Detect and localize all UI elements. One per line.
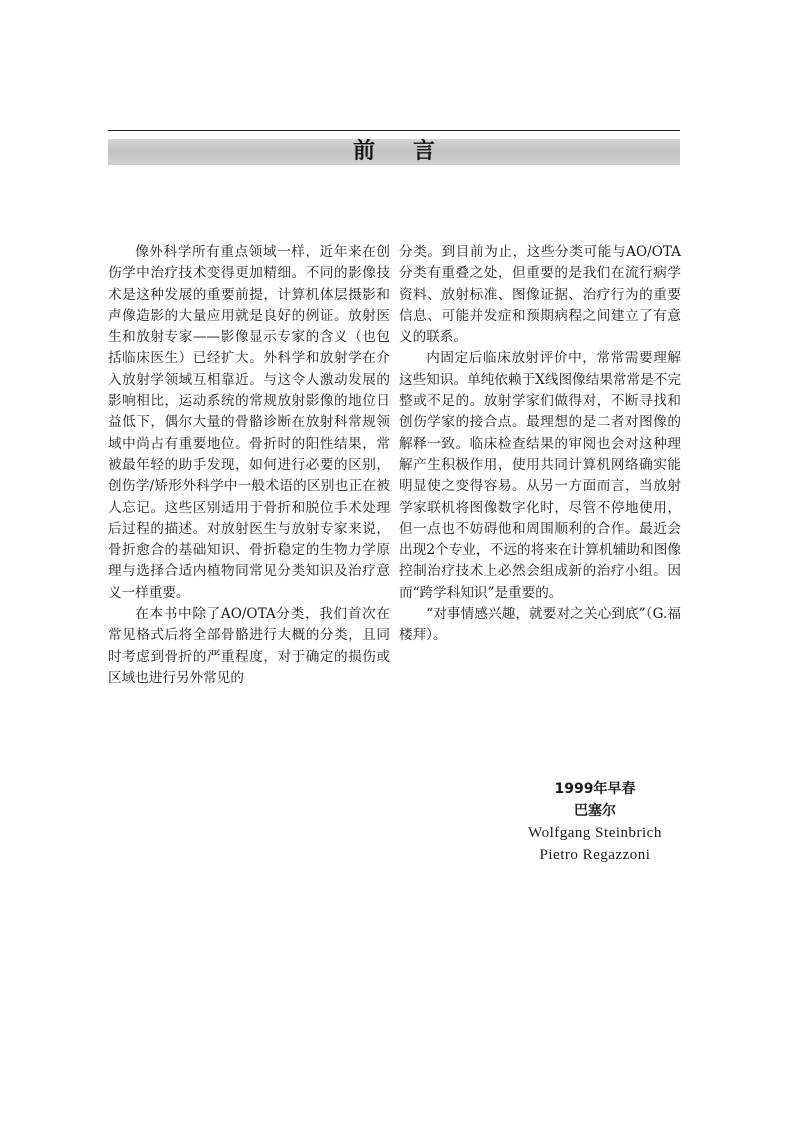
right-paragraph-2: 内固定后临床放射评价中，常常需要理解这些知识。单纯依赖于X线图像结果常常是不完整或不足的。放射学家们做得对，不断寻找和创伤学家的接合点。最理想的是二者对图像的解释一致。临床检查结果的审阅也会对这种理解产生积极作用，使用共同计算机网络确实能明显使之变得容易。从另一方面而言，当放射学家联机将图像数字化时，尽管不停地使用，但一点也不妨碍他和周围顺利的合作。最近会出现2个专业，不远的将来在计算机辅助和图像控制治疗技术上必然会组成新的治疗小组。因而“跨学科知识”是重要的。	[399, 350, 681, 601]
left-paragraph-2: 在本书中除了AO/OTA分类，我们首次在常见格式后将全部骨骼进行大概的分类，且同时考虑到骨折的严重程度，对于确定的损伤或区域也进行另外常见的	[108, 606, 390, 686]
signature-place: 巴塞尔	[574, 803, 616, 819]
left-column	[108, 242, 390, 689]
right-column	[399, 242, 681, 647]
author-name-1: Wolfgang Steinbrich	[528, 825, 662, 841]
right-paragraph-1: 分类。到目前为止，这些分类可能与AO/OTA分类有重叠之处，但重要的是我们在流行病学资料、放射标准、图像证据、治疗行为的重要信息、可能并发症和预期病程之间建立了有意义的联系。	[399, 244, 681, 346]
signature-block	[500, 778, 690, 866]
author-name-2: Pietro Regazzoni	[539, 847, 651, 863]
left-paragraph-1: 像外科学所有重点领域一样，近年来在创伤学中治疗技术变得更加精细。不同的影像技术是这种发展的重要前提，计算机体层摄影和声像造影的大量应用就是良好的例证。放射医生和放射专家——影像显示专家的含义（也包括临床医生）已经扩大。外科学和放射学在介入放射学领域互相靠近。与这令人激动发展的影响相比，运动系统的常规放射影像的地位日益低下，偶尔大量的骨骼诊断在放射科常规领域中尚占有重要地位。骨折时的阳性结果，常被最年轻的助手发现，如何进行必要的区别，创伤学/矫形外科学中一般术语的区别也正在被人忘记。这些区别适用于骨折和脱位手术处理后过程的描述。对放射医生与放射专家来说，骨折愈合的基础知识、骨折稳定的生物力学原理与选择合适内植物同常见分类知识及治疗意义一样重要。	[108, 244, 390, 601]
page-title: 前言	[352, 139, 473, 164]
title-band	[108, 139, 680, 165]
signature-date: 1999年早春	[554, 781, 636, 797]
right-paragraph-3: “对事情感兴趣，就要对之关心到底”（G.福楼拜）。	[399, 606, 681, 644]
header-rule	[108, 130, 680, 131]
